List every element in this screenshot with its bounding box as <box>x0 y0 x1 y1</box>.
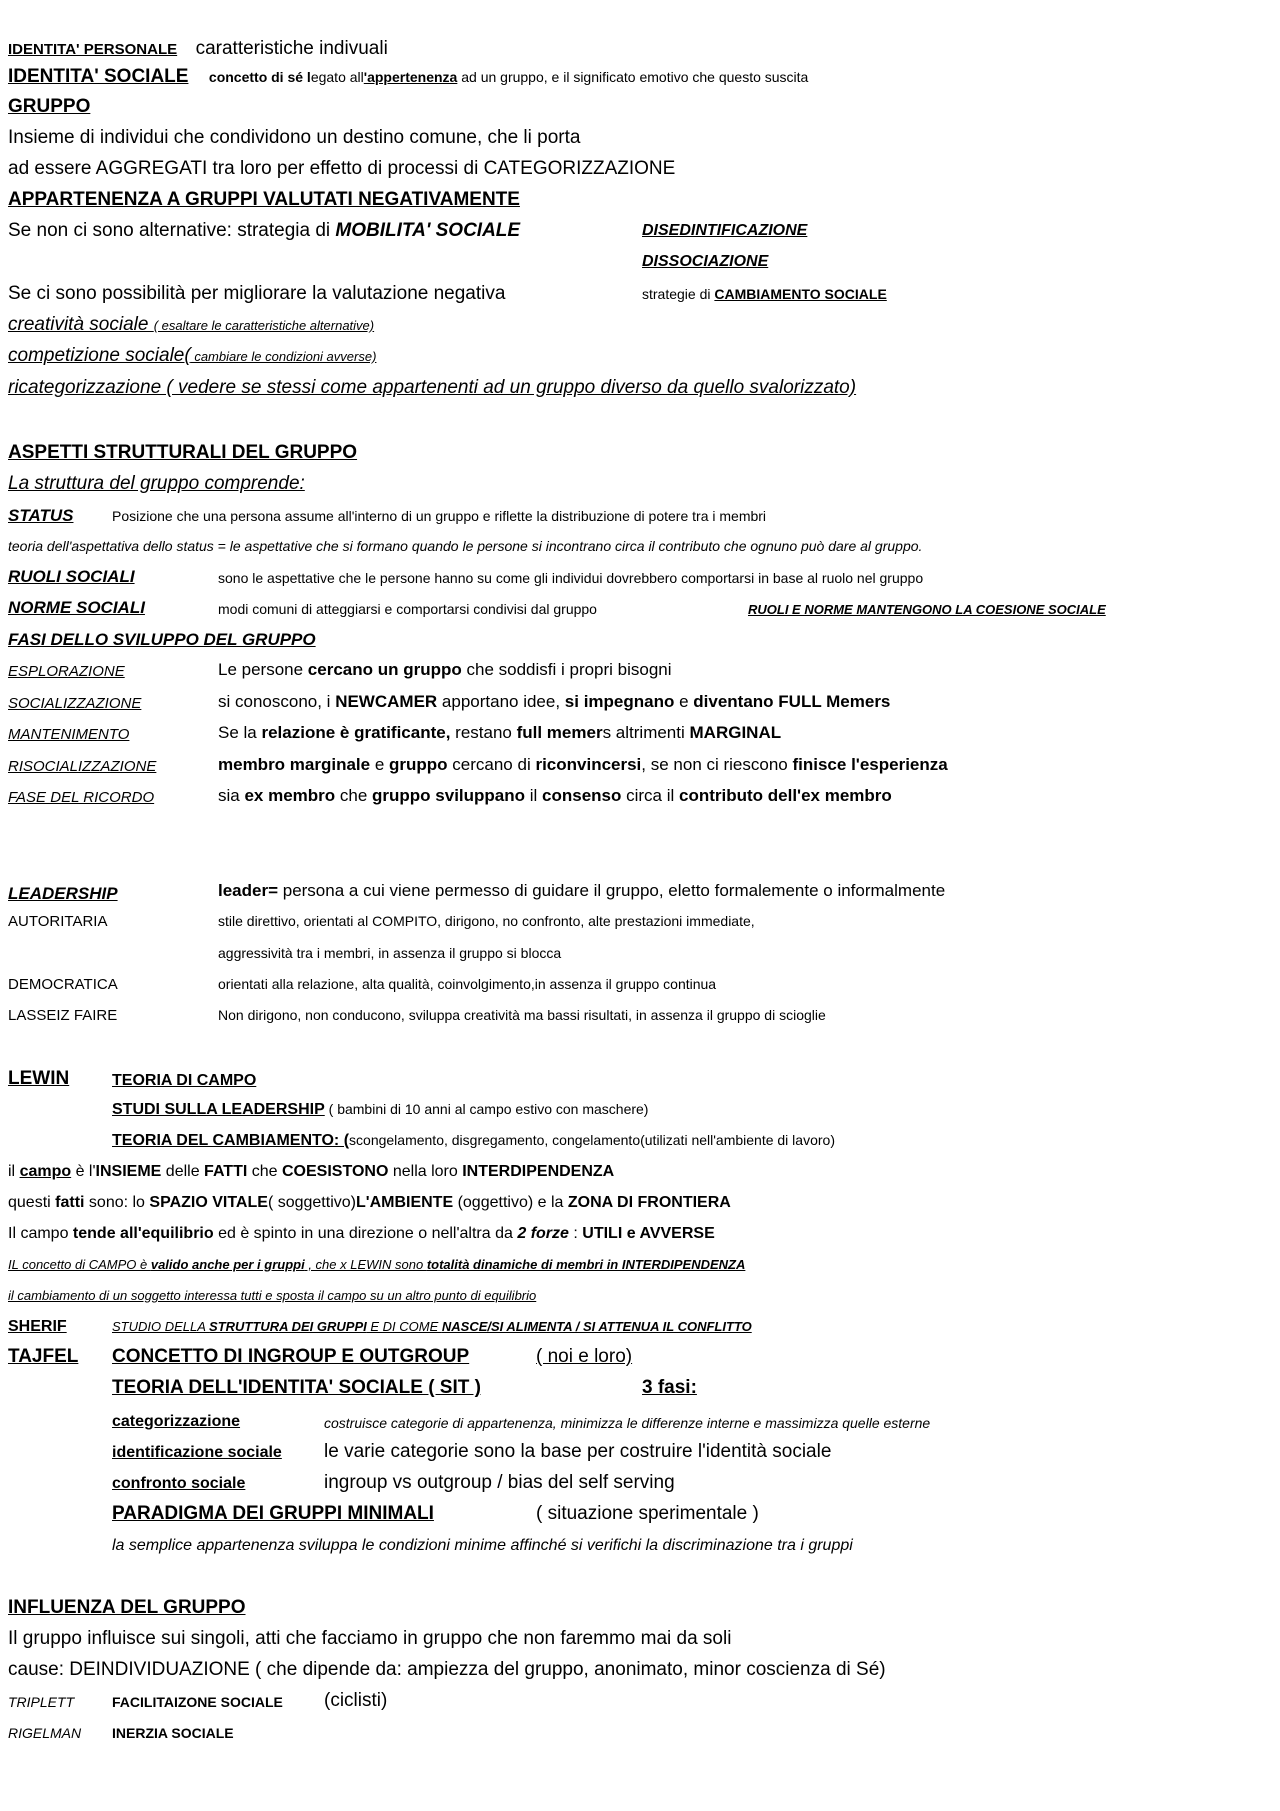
fatti-def: questi fatti sono: lo SPAZIO VITALE( soggettivo)L'AMBIENTE (oggettivo) e la ZONA DI FRONTIERA <box>8 1194 731 1211</box>
term-risocializzazione: RISOCIALIZZAZIONE <box>8 758 157 775</box>
def-confronto-sociale: ingroup vs outgroup / bias del self serving <box>324 1472 675 1493</box>
term-autoritaria: AUTORITARIA <box>8 913 108 930</box>
struttura-sub: La struttura del gruppo comprende: <box>8 473 305 494</box>
def-fase-ricordo: sia ex membro che gruppo sviluppano il consenso circa il contributo dell'ex membro <box>218 786 892 805</box>
situazione-sperimentale: ( situazione sperimentale ) <box>536 1503 759 1524</box>
term-confronto-sociale: confronto sociale <box>112 1475 246 1492</box>
term-identita-sociale: IDENTITA' SOCIALE <box>8 66 189 87</box>
def-democratica: orientati alla relazione, alta qualità, coinvolgimento,in assenza il gruppo continua <box>218 976 717 992</box>
ciclisti: (ciclisti) <box>324 1690 388 1711</box>
creativita-sociale: creatività sociale ( esaltare le caratteristiche alternative) <box>8 314 375 335</box>
def-status: Posizione che una persona assume all'interno di un gruppo e riflette la distribuzione di potere tra i membri <box>112 508 767 524</box>
def-identificazione-sociale: le varie categorie sono la base per costruire l'identità sociale <box>324 1441 832 1462</box>
identita-sociale-line <box>8 66 808 88</box>
term-esplorazione: ESPLORAZIONE <box>8 663 125 680</box>
gruppo-def-line1: Insieme di individui che condividono un destino comune, che li porta <box>8 127 581 148</box>
term-lasseiz-faire: LASSEIZ FAIRE <box>8 1007 118 1024</box>
term-mantenimento: MANTENIMENTO <box>8 726 130 743</box>
tre-fasi: 3 fasi: <box>642 1377 697 1398</box>
teoria-identita-sociale: TEORIA DELL'IDENTITA' SOCIALE ( SIT ) <box>112 1377 481 1398</box>
fasi-heading: FASI DELLO SVILUPPO DEL GRUPPO <box>8 630 316 649</box>
term-lewin: LEWIN <box>8 1068 70 1089</box>
term-sherif: SHERIF <box>8 1318 67 1335</box>
noi-e-loro: ( noi e loro) <box>536 1346 633 1367</box>
gruppo-heading: GRUPPO <box>8 96 91 117</box>
possibilita-line: Se ci sono possibilità per migliorare la valutazione negativa <box>8 283 506 304</box>
teoria-cambiamento: TEORIA DEL CAMBIAMENTO: (scongelamento, disgregamento, congelamento(utilizati nell'ambiente di lavoro) <box>112 1132 835 1149</box>
def-autoritaria-1: stile direttivo, orientati al COMPITO, dirigono, no confronto, alte prestazioni immediate, <box>218 913 755 929</box>
cambiamento-sociale-line: strategie di CAMBIAMENTO SOCIALE <box>642 286 887 302</box>
semplice-appartenenza: la semplice appartenenza sviluppa le condizioni minime affinché si verifichi la discriminazione tra i gruppi <box>112 1537 853 1554</box>
term-leadership: LEADERSHIP <box>8 884 118 903</box>
term-categorizzazione: categorizzazione <box>112 1413 241 1430</box>
campo-def: il campo è l'INSIEME delle FATTI che COESISTONO nella loro INTERDIPENDENZA <box>8 1163 615 1180</box>
disedintificazione: DISEDINTIFICAZIONE <box>642 222 808 239</box>
def-esplorazione: Le persone cercano un gruppo che soddisfi i propri bisogni <box>218 660 672 679</box>
term-socializzazione: SOCIALIZZAZIONE <box>8 695 142 712</box>
ingroup-outgroup: CONCETTO DI INGROUP E OUTGROUP <box>112 1346 470 1367</box>
influenza-line1: Il gruppo influisce sui singoli, atti che facciamo in gruppo che non faremmo mai da soli <box>8 1628 732 1649</box>
studi-leadership: STUDI SULLA LEADERSHIP ( bambini di 10 anni al campo estivo con maschere) <box>112 1101 649 1118</box>
concetto-campo: IL concetto di CAMPO è valido anche per i gruppi , che x LEWIN sono totalità dinamiche di membri in INTERDIPENDENZA <box>8 1257 746 1272</box>
aspetti-strutturali-heading: ASPETTI STRUTTURALI DEL GRUPPO <box>8 442 358 463</box>
def-autoritaria-2: aggressività tra i membri, in assenza il gruppo si blocca <box>218 945 562 961</box>
appartenenza-heading: APPARTENENZA A GRUPPI VALUTATI NEGATIVAMENTE <box>8 189 520 210</box>
term-identificazione-sociale: identificazione sociale <box>112 1444 282 1461</box>
def-risocializzazione: membro marginale e gruppo cercano di riconvincersi, se non ci riescono finisce l'esperienza <box>218 755 948 774</box>
term-fase-ricordo: FASE DEL RICORDO <box>8 789 155 806</box>
inerzia-sociale: INERZIA SOCIALE <box>112 1725 234 1741</box>
influenza-heading: INFLUENZA DEL GRUPPO <box>8 1597 246 1618</box>
term-triplett: TRIPLETT <box>8 1694 75 1710</box>
dissociazione: DISSOCIAZIONE <box>642 253 769 270</box>
influenza-line2: cause: DEINDIVIDUAZIONE ( che dipende da: ampiezza del gruppo, anonimato, minor coscienza di Sé) <box>8 1659 886 1680</box>
ruoli-norme-note: RUOLI E NORME MANTENGONO LA COESIONE SOCIALE <box>748 602 1106 617</box>
teoria-di-campo: TEORIA DI CAMPO <box>112 1072 257 1089</box>
term-tajfel: TAJFEL <box>8 1346 79 1367</box>
term-democratica: DEMOCRATICA <box>8 976 118 993</box>
cambiamento-soggetto: il cambiamento di un soggetto interessa tutti e sposta il campo su un altro punto di equilibrio <box>8 1288 537 1303</box>
def-identita-personale: caratteristiche indivuali <box>195 38 388 59</box>
sherif-def: STUDIO DELLA STRUTTURA DEI GRUPPI E DI COME NASCE/SI ALIMENTA / SI ATTENUA IL CONFLITTO <box>112 1319 752 1334</box>
gruppo-def-line2: ad essere AGGREGATI tra loro per effetto di processi di CATEGORIZZAZIONE <box>8 158 676 179</box>
def-identita-sociale: concetto di sé legato all'appertenenza ad un gruppo, e il significato emotivo che questo suscita <box>208 69 809 85</box>
def-categorizzazione: costruisce categorie di appartenenza, minimizza le differenze interne e massimizza quelle esterne <box>324 1415 931 1431</box>
def-lasseiz-faire: Non dirigono, non conducono, sviluppa creatività ma bassi risultati, in assenza il gruppo di scioglie <box>218 1007 826 1023</box>
term-norme-sociali: NORME SOCIALI <box>8 598 145 617</box>
term-identita-personale: IDENTITA' PERSONALE <box>8 41 178 58</box>
ricategorizzazione: ricategorizzazione ( vedere se stessi come appartenenti ad un gruppo diverso da quello svalorizzato) <box>8 377 857 398</box>
facilitazione-sociale: FACILITAIZONE SOCIALE <box>112 1694 283 1710</box>
def-leadership: leader= persona a cui viene permesso di guidare il gruppo, eletto formalemente o informalmente <box>218 881 946 900</box>
term-rigelman: RIGELMAN <box>8 1725 82 1741</box>
competizione-sociale: competizione sociale( cambiare le condizioni avverse) <box>8 345 377 366</box>
mobilita-line: Se non ci sono alternative: strategia di MOBILITA' SOCIALE <box>8 220 521 241</box>
term-ruoli-sociali: RUOLI SOCIALI <box>8 567 135 586</box>
paradigma-gruppi-minimali: PARADIGMA DEI GRUPPI MINIMALI <box>112 1503 434 1524</box>
teoria-aspettativa: teoria dell'aspettativa dello status = le aspettative che si formano quando le persone si incontrano circa il contributo che ognuno può dare al gruppo. <box>8 538 923 554</box>
identita-personale-line <box>8 38 388 60</box>
term-status: STATUS <box>8 506 74 525</box>
equilibrio-def: Il campo tende all'equilibrio ed è spinto in una direzione o nell'altra da 2 forze : UTILI e AVVERSE <box>8 1225 715 1242</box>
def-ruoli-sociali: sono le aspettative che le persone hanno su come gli individui dovrebbero comportarsi in base al ruolo nel gruppo <box>218 570 924 586</box>
def-norme-sociali: modi comuni di atteggiarsi e comportarsi condivisi dal gruppo <box>218 601 597 617</box>
def-socializzazione: si conoscono, i NEWCAMER apportano idee, si impegnano e diventano FULL Memers <box>218 692 891 711</box>
def-mantenimento: Se la relazione è gratificante, restano full memers altrimenti MARGINAL <box>218 723 782 742</box>
